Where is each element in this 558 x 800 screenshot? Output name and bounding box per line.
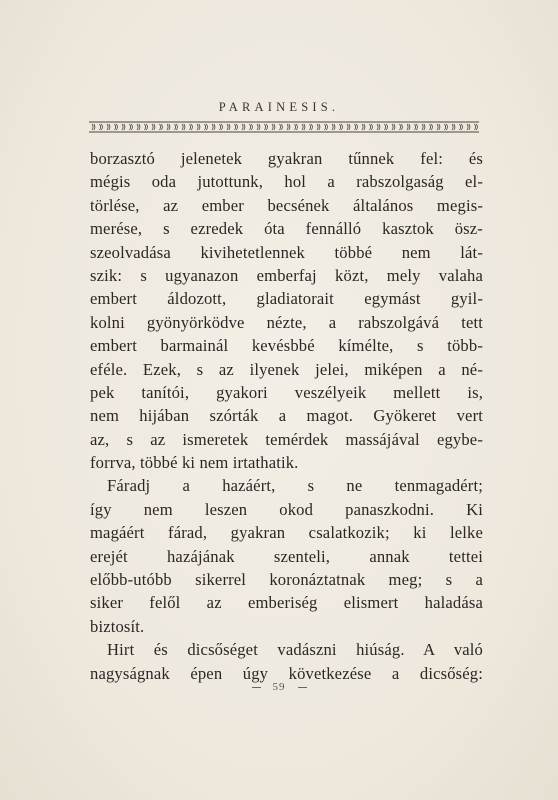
text-line: pek tanítói, gyakori veszélyeik mellett is, <box>90 382 483 402</box>
page-number <box>0 681 558 693</box>
text-line: az, s az ismeretek temérdek massájával egybe- <box>90 429 483 449</box>
text-line: kolni gyönyörködve nézte, a rabszolgává tett <box>90 312 483 332</box>
running-head: PARAINESIS. <box>218 100 340 114</box>
ornamental-rule <box>89 121 479 133</box>
text-line: így nem leszen okod panaszkodni. Ki <box>90 499 483 519</box>
text-line: embert barmainál kevésbbé kímélte, s több- <box>90 336 483 356</box>
text-line: szik: s ugyanazon emberfaj közt, mely valaha <box>90 265 483 285</box>
text-line: előbb-utóbb sikerrel koronáztatnak meg; s a <box>90 570 483 590</box>
text-line: siker felől az emberiség elismert haladása <box>90 593 483 613</box>
text-line: borzasztó jelenetek gyakran tűnnek fel: és <box>90 149 483 168</box>
text-line: forrva, többé ki nem irtathatik. <box>90 453 299 473</box>
folio-dash-left <box>252 687 261 688</box>
body-text <box>90 147 483 685</box>
text-line: eféle. Ezek, s az ilyenek jelei, miképen a né- <box>90 359 483 379</box>
text-line: szeolvadása kivihetetlennek többé nem lát- <box>90 242 483 262</box>
text-line: mégis oda jutottunk, hol a rabszolgaság el- <box>90 172 483 192</box>
text-line: Hirt és dicsőséget vadászni hiúság. A való <box>107 640 483 660</box>
text-line: erejét hazájának szenteli, annak tettei <box>90 546 483 566</box>
text-line: törlése, az ember becsének általános megis- <box>90 195 483 215</box>
text-line: Fáradj a hazáért, s ne tenmagadért; <box>107 476 483 496</box>
text-line: nagyságnak épen úgy következése a dicsőség: <box>90 663 483 683</box>
folio-dash-right <box>298 687 307 688</box>
text-line: embert áldozott, gladiatorait egymást gyil- <box>90 289 483 309</box>
text-line: merése, s ezredek óta fennálló kasztok ösz- <box>90 219 483 239</box>
text-line: magáért fárad, gyakran csalatkozik; ki lelke <box>90 523 483 543</box>
page-number-value: 59 <box>272 681 286 693</box>
text-line: nem hijában szórták a magot. Gyökeret vert <box>90 406 483 426</box>
text-line: biztosít. <box>90 616 145 636</box>
